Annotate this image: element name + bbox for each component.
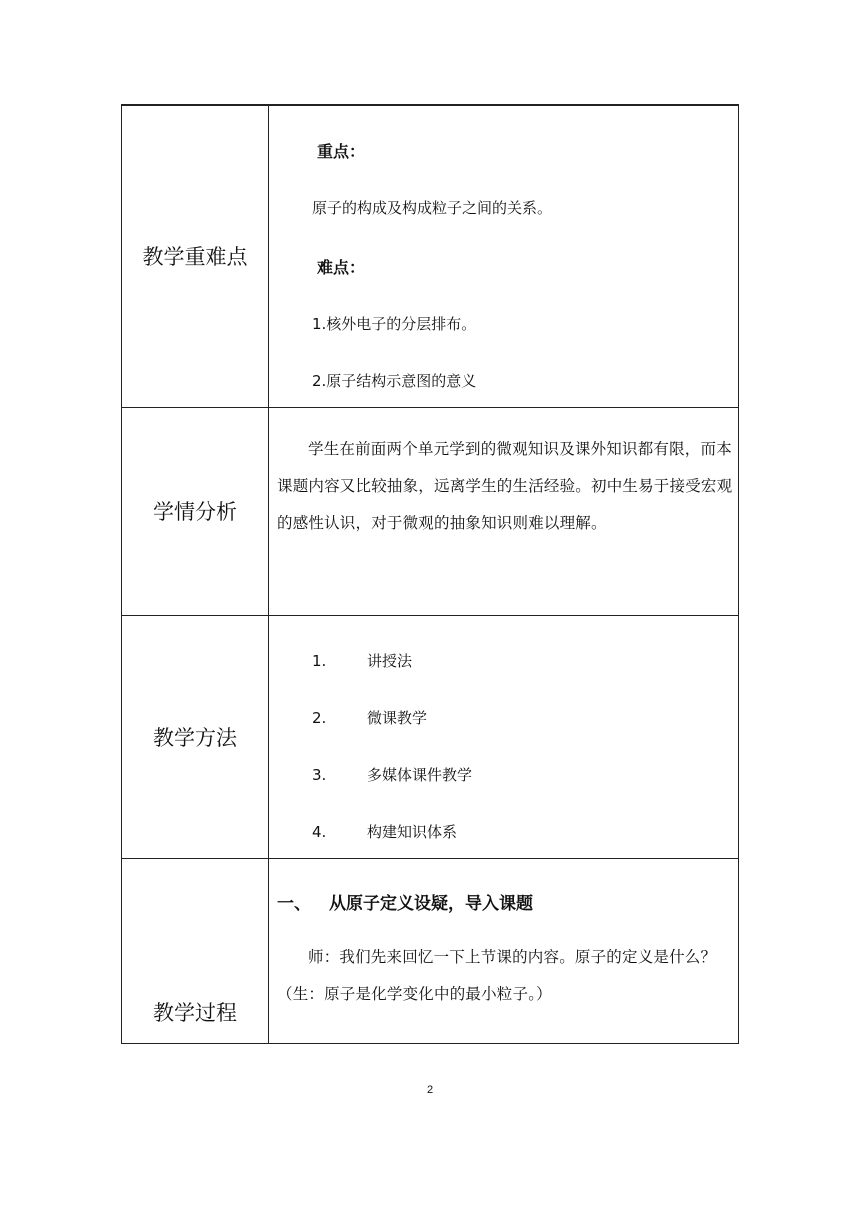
row-label: 教学重难点 — [122, 105, 269, 407]
row-label: 学情分析 — [122, 407, 269, 615]
method-number: 4. — [312, 822, 327, 841]
row-key-points — [122, 105, 739, 407]
key-points-text: 原子的构成及构成粒子之间的关系。 — [312, 199, 553, 217]
method-number: 2. — [312, 708, 327, 727]
method-number: 1. — [312, 651, 327, 670]
analysis-text: 学生在前面两个单元学到的微观知识及课外知识都有限，而本课题内容又比较抽象，远离学生的生活经验。初中生易于接受宏观的感性认识，对于微观的抽象知识则难以理解。 — [277, 439, 733, 532]
process-heading — [277, 889, 533, 914]
row-label: 教学方法 — [122, 615, 269, 858]
method-text: 构建知识体系 — [367, 822, 458, 841]
difficulty-item: 1.核外电子的分层排布。 — [312, 315, 477, 333]
row-student-analysis — [122, 407, 739, 615]
method-item — [312, 650, 412, 671]
method-number: 3. — [312, 765, 327, 784]
method-text: 讲授法 — [367, 651, 413, 670]
row-content — [269, 407, 739, 615]
row-content — [269, 105, 739, 407]
page-number: 2 — [426, 1084, 434, 1096]
row-label: 教学过程 — [122, 858, 269, 1043]
row-teaching-process — [122, 858, 739, 1043]
process-text: 师：我们先来回忆一下上节课的内容。原子的定义是什么？（生：原子是化学变化中的最小粒子。） — [277, 947, 717, 1003]
heading-text: 从原子定义设疑，导入课题 — [329, 893, 533, 914]
heading-number: 一、 — [277, 893, 311, 914]
difficulty-title: 难点： — [317, 258, 366, 277]
key-points-title: 重点： — [317, 142, 366, 161]
row-content — [269, 858, 739, 1043]
method-text: 微课教学 — [367, 708, 428, 727]
method-item — [312, 707, 427, 728]
lesson-plan-table — [121, 104, 739, 1044]
method-item — [312, 821, 457, 842]
row-teaching-methods — [122, 615, 739, 858]
difficulty-item: 2.原子结构示意图的意义 — [312, 372, 477, 390]
method-item — [312, 764, 472, 785]
method-text: 多媒体课件教学 — [367, 765, 473, 784]
row-content — [269, 615, 739, 858]
